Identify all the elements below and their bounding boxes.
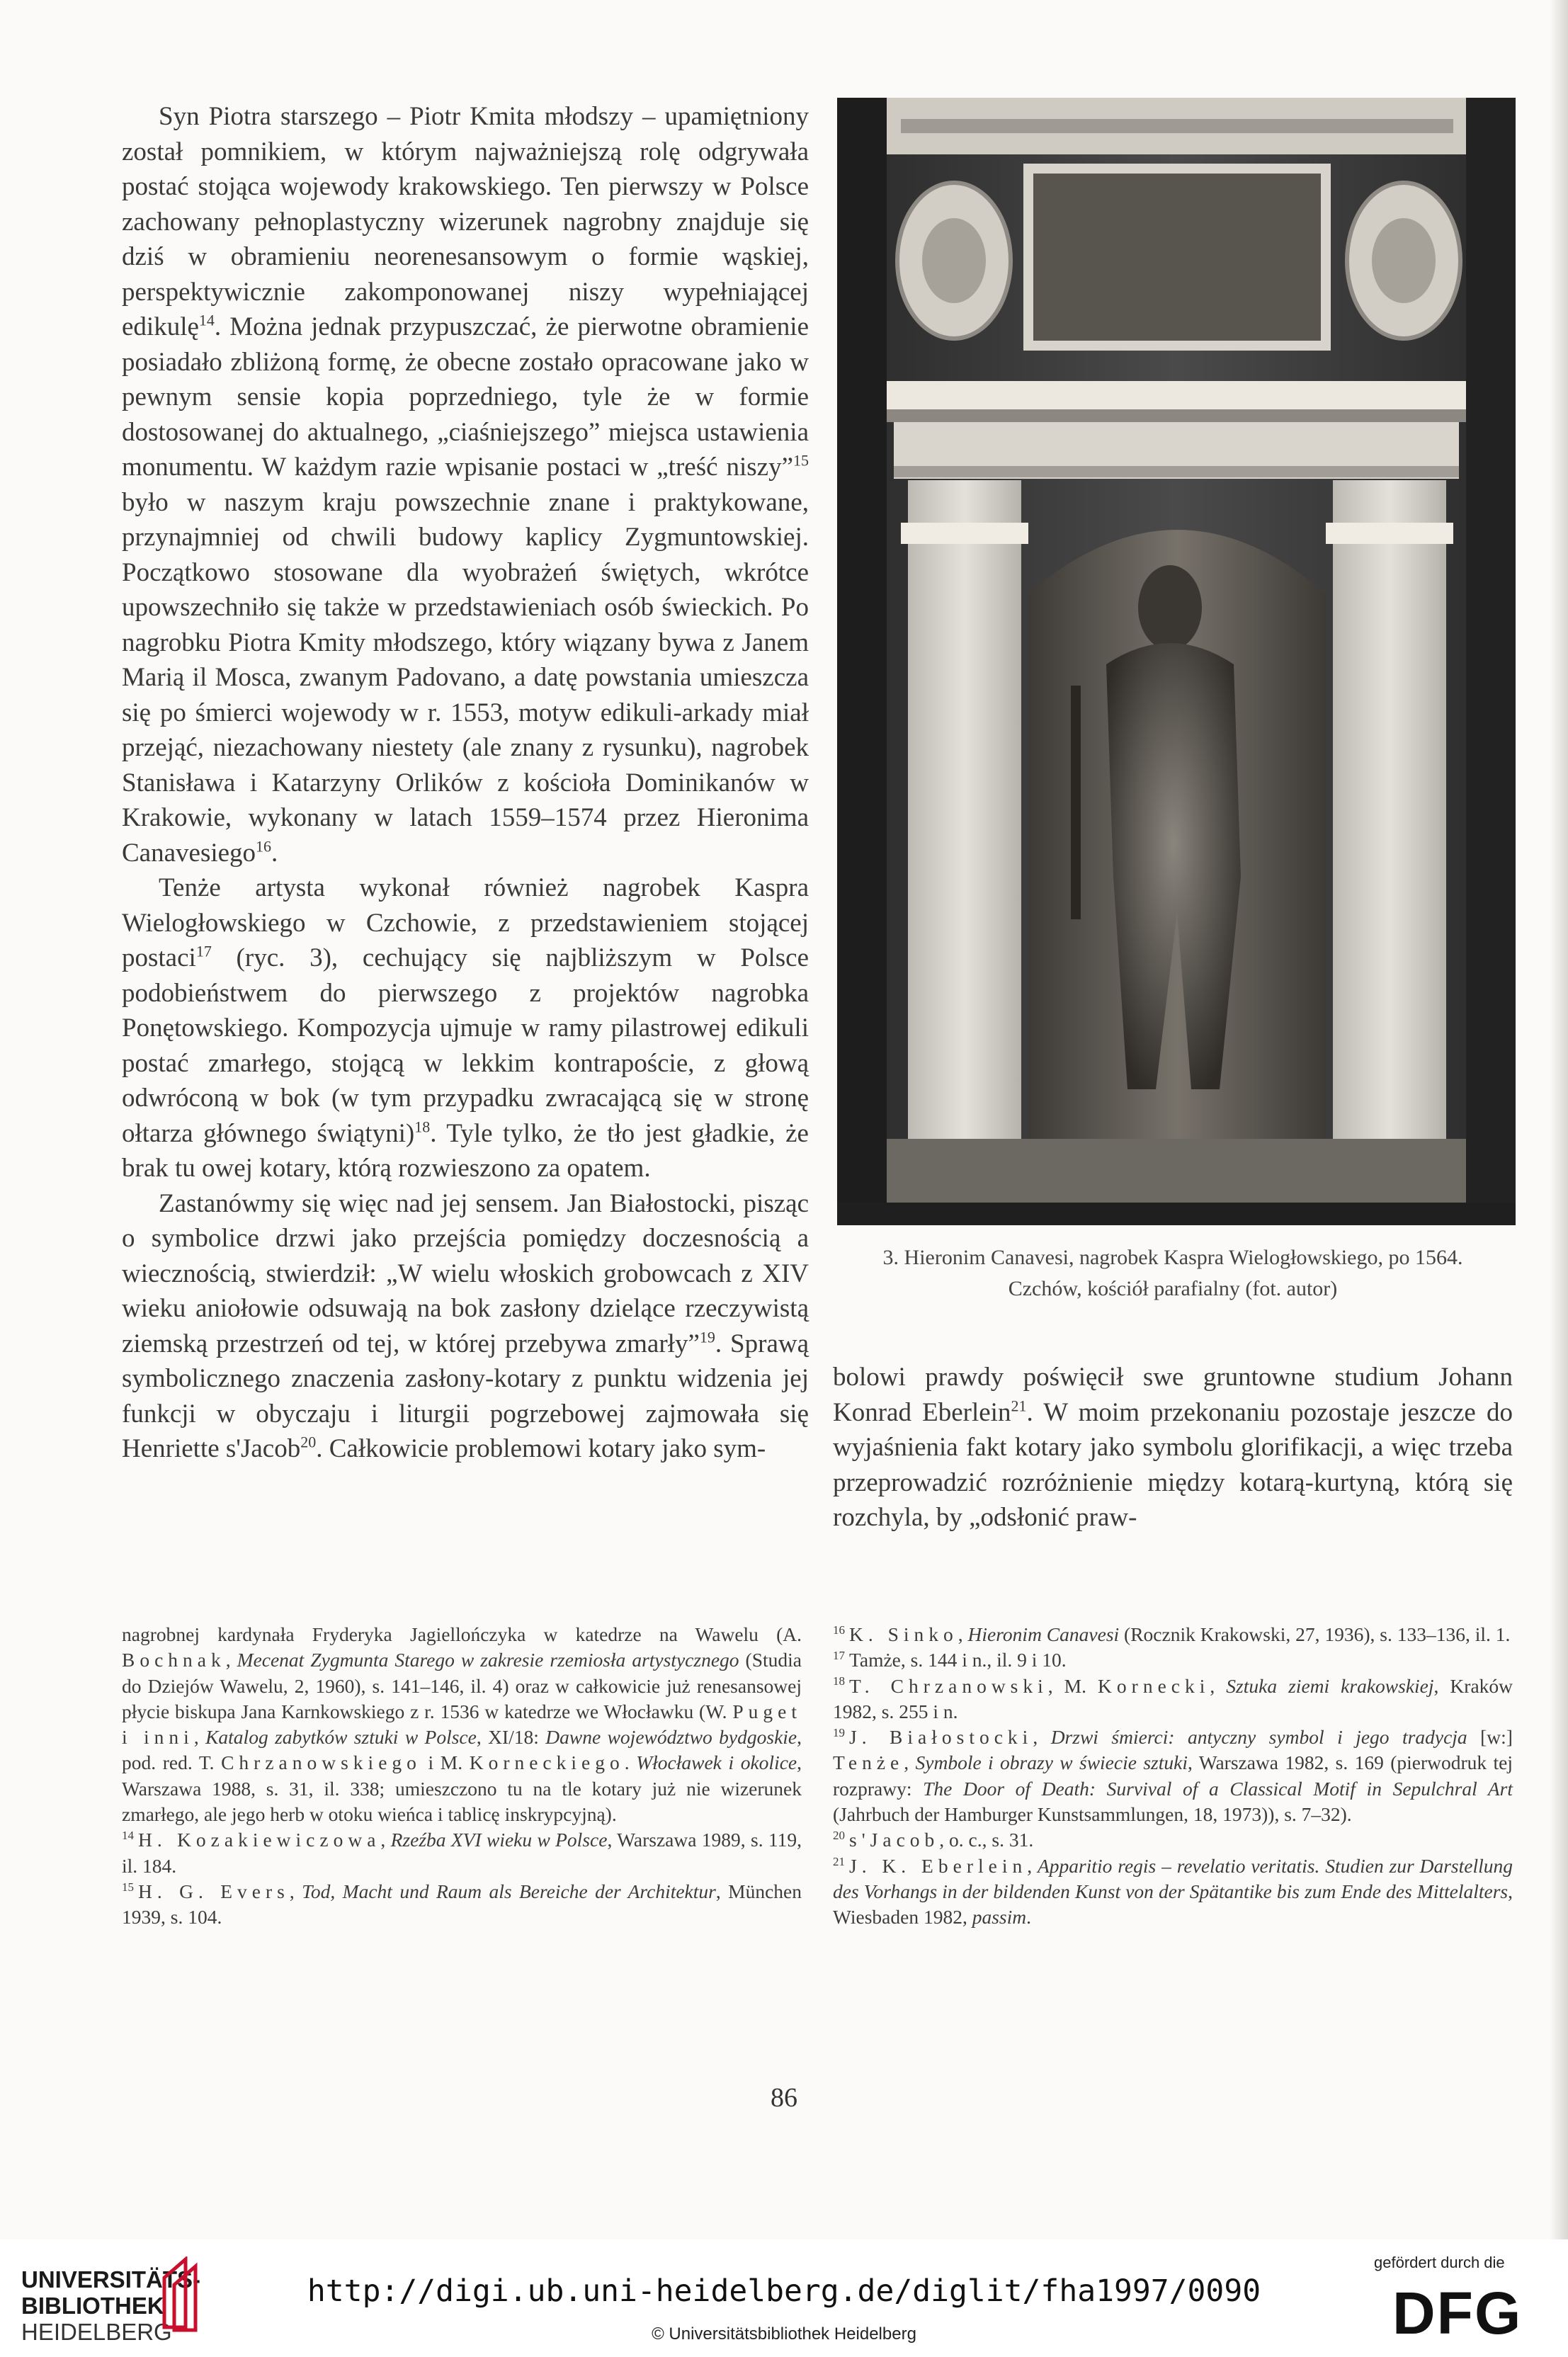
- text-run: (ryc. 3), cechujący się najbliższym w Polsce podobieństwem do pierwszego z projektów nagrobka Ponętowskiego. Kompozycja ujmuje w ramy pilastrowej edikuli postać zmarłego, stojącą w lekkim kontrapoście, z głową odwróconą w bok (w tym przypadku zwracającą się w stronę ołtarza głównego świątyni): [122, 943, 809, 1148]
- caption-line-2: Czchów, kościół parafialny (fot. autor): [1008, 1277, 1338, 1300]
- copyright-notice: © Universitätsbibliothek Heidelberg: [652, 2324, 916, 2344]
- work-title: Dawne województwo bydgoskie: [545, 1726, 797, 1749]
- work-title: Drzwi śmierci: antyczny symbol i jego tradycja: [1050, 1726, 1467, 1749]
- footnote-ref-18: 18: [414, 1118, 431, 1136]
- footnote-number: 19: [833, 1726, 845, 1740]
- text-run: ,: [193, 1726, 206, 1749]
- footnote-19: [833, 1725, 1513, 1827]
- footnote-13-continuation: [122, 1622, 802, 1827]
- text-run: .: [1026, 1906, 1031, 1929]
- footnote-18: [833, 1674, 1513, 1725]
- main-text-right-column: [833, 1360, 1513, 1535]
- work-title: Sztuka ziemi krakowskiej: [1226, 1674, 1434, 1697]
- text-run: .: [624, 1751, 637, 1774]
- footnote-ref-19: 19: [699, 1328, 715, 1346]
- paragraph-continuation: [833, 1360, 1513, 1535]
- text-run: i M.: [421, 1751, 470, 1774]
- footnote-number: 21: [833, 1854, 845, 1868]
- text-run: . Można jednak przypuszczać, że pierwotne obramienie posiadało zbliżoną formę, że obecne zostało opracowane jako w pewnym sensie kopia poprzedniego, tyle że w formie dostosowanej do aktualnego, „ciaśniejszego” miejsca ustawienia monumentu. W każdym razie wpisanie postaci w „treść niszy”: [122, 312, 809, 482]
- author-name: T. Chrzanowski: [849, 1674, 1048, 1697]
- text-run: , pod. red. T.: [122, 1726, 802, 1774]
- author-name: K. Sinko: [849, 1623, 958, 1645]
- text-run: . Sprawą symbolicznego znaczenia zasłony-kotary z punktu widzenia jej funkcji w obyczaju i liturgii pogrzebowej zajmowała się Henriette s'Jacob: [122, 1329, 809, 1463]
- footnote-16: [833, 1622, 1513, 1647]
- footnote-ref-15: 15: [793, 451, 809, 470]
- text-run: . W moim przekonaniu pozostaje jeszcze do wyjaśnienia fakt kotary jako symbolu glorifikacji, a więc trzeba przeprowadzić rozróżnienie między kotarą-kurtyną, którą się rozchyla, by „odsłonić praw-: [833, 1397, 1513, 1532]
- work-title: Katalog zabytków sztuki w Polsce: [205, 1726, 477, 1749]
- text-run: , XI/18:: [476, 1726, 546, 1749]
- main-text-left-column: [122, 99, 809, 1467]
- text-run: , Wiesbaden 1982,: [833, 1880, 1513, 1929]
- text-run: , Kraków 1982, s. 255 i n.: [833, 1674, 1513, 1722]
- footnote-15: [122, 1879, 802, 1931]
- work-title: Hieronim Canavesi: [967, 1623, 1120, 1645]
- library-name-line-2: BIBLIOTHEK: [21, 2293, 164, 2319]
- text-run: , Warszawa 1988, s. 31, il. 338; umieszczono tu na tle kotary już nie wizerunek zmarłego, ale jego herb w otoku wieńca i tablicę inskrypcyjną).: [122, 1751, 802, 1826]
- text-run: ,: [904, 1751, 916, 1774]
- text-run: , Warszawa 1989, s. 119, il. 184.: [122, 1829, 802, 1877]
- text-run: ,: [380, 1829, 391, 1851]
- text-run: , M.: [1047, 1674, 1098, 1697]
- text-run: , o. c., s. 31.: [939, 1829, 1034, 1851]
- footnote-ref-14: 14: [198, 311, 215, 329]
- work-title: passim: [972, 1906, 1027, 1929]
- library-name-line-1: UNIVERSITÄTS-: [21, 2266, 201, 2293]
- caption-line-1: 3. Hieronim Canavesi, nagrobek Kaspra Wielogłowskiego, po 1564.: [882, 1246, 1463, 1269]
- text-run: . Całkowicie problemowi kotary jako sym-: [316, 1434, 766, 1463]
- work-title: Włocławek i okolice: [636, 1751, 797, 1774]
- footnote-number: 20: [833, 1829, 845, 1843]
- author-name: H. G. Evers: [138, 1880, 290, 1902]
- author-name: J. Białostocki: [849, 1726, 1033, 1749]
- text-run: [w:]: [1467, 1726, 1513, 1749]
- text-run: Syn Piotra starszego – Piotr Kmita młodszy – upamiętniony został pomnikiem, w którym najważniejszą rolę odgrywała postać stojąca wojewody krakowskiego. Ten pierwszy w Polsce zachowany pełnoplastyczny wizerunek nagrobny znajduje się dziś w obramieniu neorenesansowym o formie wąskiej, perspektywicznie zakomponowanej niszy wypełniającej edikulę: [122, 102, 809, 341]
- page-number: 86: [771, 2083, 797, 2113]
- author-name: Chrzanowskiego: [221, 1751, 421, 1774]
- footnote-ref-17: 17: [195, 942, 212, 960]
- footnote-number: 14: [122, 1829, 134, 1843]
- footnote-14: [122, 1827, 802, 1879]
- footnote-number: 15: [122, 1880, 134, 1894]
- author-name: H. Kozakiewiczowa: [138, 1829, 381, 1851]
- footnote-21: [833, 1853, 1513, 1931]
- author-name: J. K. Eberlein: [849, 1854, 1028, 1877]
- text-run: Tamże, s. 144 i n., il. 9 i 10.: [849, 1649, 1067, 1671]
- footnotes-left: [122, 1622, 802, 1931]
- footnote-number: 17: [833, 1649, 845, 1663]
- text-run: było w naszym kraju powszechnie znane i praktykowane, przynajmniej od chwili budowy kaplicy Zygmuntowskiej. Początkowo stosowane dla wyobrażeń świętych, wkrótce upowszechniło się także w przedstawieniach osób świeckich. Po nagrobku Piotra Kmity młodszego, który wiązany bywa z Janem Marią il Mosca, zwanym Padovano, a datę powstania umieszcza się po śmierci wojewody w r. 1553, motyw edikuli-arkady miał przejąć, niezachowany niestety (ale znany z rysunku), nagrobek Stanisława i Katarzyny Orlików z kościoła Dominikanów w Krakowie, wykonany w latach 1559–1574 przez Hieronima Canavesiego: [122, 487, 809, 868]
- text-run: ,: [1210, 1674, 1227, 1697]
- text-run: nagrobnej kardynała Fryderyka Jagiellończyka w katedrze na Wawelu (A.: [122, 1623, 802, 1645]
- figure-caption: [833, 1242, 1513, 1305]
- footnote-ref-16: 16: [256, 837, 272, 856]
- text-run: Tenże artysta wykonał również nagrobek Kaspra Wielogłowskiego w Czchowie, z przedstawieniem stojącej postaci: [122, 873, 809, 972]
- text-run: (Studia do Dziejów Wawelu, 2, 1960), s. 141–146, il. 4) oraz w całkowicie już renesansowej płycie biskupa Jana Karnkowskiego z r. 1536 w katedrze we Włocławku (W.: [122, 1649, 802, 1722]
- text-run: bolowi prawdy poświęcił swe gruntowne studium Johann Konrad Eberlein: [833, 1363, 1513, 1427]
- footnote-ref-20: 20: [300, 1433, 317, 1451]
- tomb-photograph: [837, 98, 1516, 1225]
- text-run: (Jahrbuch der Hamburger Kunstsammlungen, 18, 1973)), s. 7–32).: [833, 1803, 1352, 1826]
- work-title: Tod, Macht und Raum als Bereiche der Architektur: [302, 1880, 716, 1902]
- author-name: Korneckiego: [469, 1751, 625, 1774]
- author-name: Puget i inni: [122, 1700, 802, 1749]
- paragraph-1: [122, 99, 809, 870]
- text-run: ,: [1027, 1854, 1038, 1877]
- work-title: Rzeźba XVI wieku w Polsce: [390, 1829, 608, 1851]
- text-run: (Rocznik Krakowski, 27, 1936), s. 133–136, il. 1.: [1119, 1623, 1511, 1645]
- page-edge-shadow: [1550, 0, 1568, 2266]
- paragraph-3: [122, 1186, 809, 1467]
- text-run: .: [271, 838, 278, 868]
- text-run: Zastanówmy się więc nad jej sensem. Jan Białostocki, pisząc o symbolice drzwi jako przejścia pomiędzy doczesnością a wiecznością, stwierdził: „W wielu włoskich grobowcach z XIV wieku aniołowie odsuwają na bok zasłony dzielące rzeczywistą ziemską przestrzeń od tej, w której przebywa zmarły”: [122, 1188, 809, 1358]
- footnote-17: [833, 1647, 1513, 1673]
- author-name: Tenże: [833, 1751, 904, 1774]
- text-run: ,: [225, 1649, 237, 1671]
- text-run: ,: [958, 1623, 968, 1645]
- author-name: Kornecki: [1098, 1674, 1210, 1697]
- author-name: s'Jacob: [849, 1829, 940, 1851]
- paragraph-2: [122, 870, 809, 1186]
- footnote-20: [833, 1827, 1513, 1853]
- text-run: ,: [289, 1880, 302, 1902]
- footnotes-right: [833, 1622, 1513, 1931]
- footnote-ref-21: 21: [1011, 1397, 1027, 1415]
- work-title: The Door of Death: Survival of a Classical Motif in Sepulchral Art: [923, 1777, 1513, 1800]
- author-name: Bochnak: [122, 1649, 226, 1671]
- footnote-number: 18: [833, 1674, 845, 1688]
- work-title: Apparitio regis – revelatio veritatis. Studien zur Darstellung des Vorhangs in der bildenden Kunst von der Spätantike bis zum Ende des Mittelalters: [833, 1854, 1513, 1902]
- dfg-logo: DFG: [1392, 2280, 1523, 2346]
- work-title: Symbole i obrazy w świecie sztuki: [915, 1751, 1188, 1774]
- text-run: ,: [1033, 1726, 1051, 1749]
- text-run: . Tyle tylko, że tło jest gładkie, że brak tu owej kotary, którą rozwieszono za opatem.: [122, 1118, 809, 1183]
- work-title: Mecenat Zygmunta Starego w zakresie rzemiosła artystycznego: [237, 1649, 739, 1671]
- footnote-number: 16: [833, 1623, 845, 1637]
- text-run: , Warszawa 1982, s. 169 (pierwodruk tej rozprawy:: [833, 1751, 1513, 1800]
- funded-by-label: gefördert durch die: [1374, 2254, 1505, 2271]
- permalink-url[interactable]: http://digi.ub.uni-heidelberg.de/diglit/fha1997/0090: [307, 2273, 1261, 2309]
- text-run: , München 1939, s. 104.: [122, 1880, 802, 1929]
- library-name-line-3: HEIDELBERG: [21, 2319, 172, 2345]
